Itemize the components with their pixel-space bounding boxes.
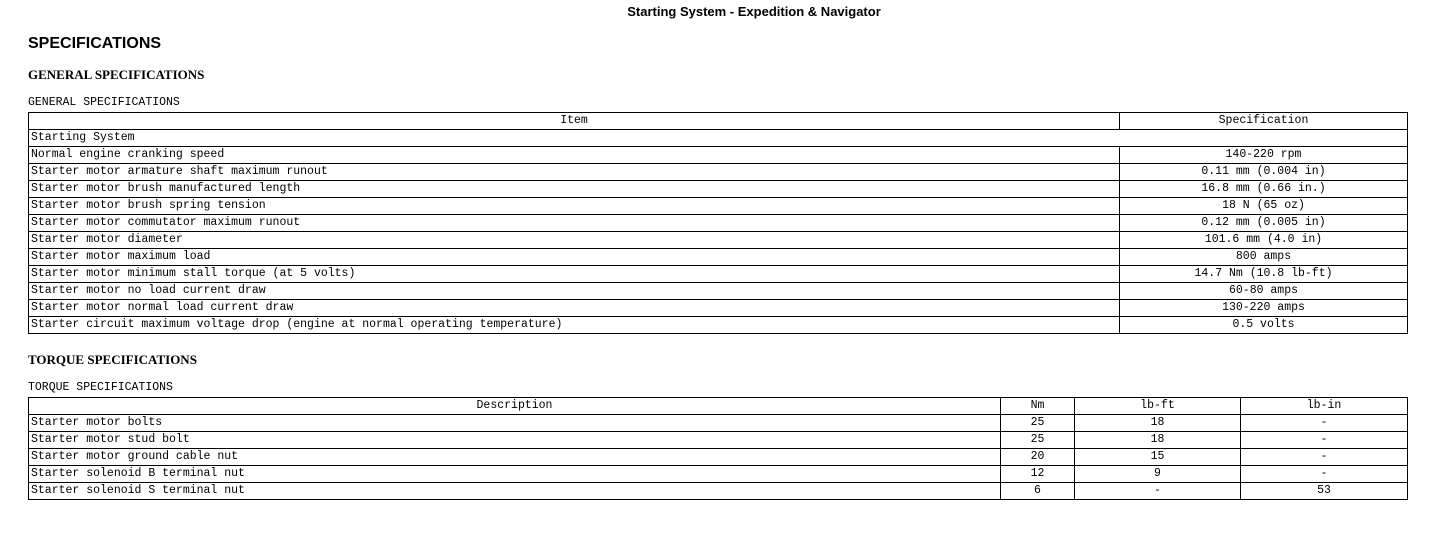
nm-cell: 20 <box>1001 449 1075 466</box>
table-row <box>29 266 1408 283</box>
item-cell: Starter motor armature shaft maximum runout <box>29 164 1120 181</box>
general-specifications-table <box>28 112 1408 334</box>
specification-cell: 130-220 amps <box>1120 300 1408 317</box>
table-row <box>29 232 1408 249</box>
nm-cell: 6 <box>1001 483 1075 500</box>
specification-cell: 101.6 mm (4.0 in) <box>1120 232 1408 249</box>
table-row <box>29 249 1408 266</box>
table-row <box>29 415 1408 432</box>
lb-in-cell: - <box>1241 449 1408 466</box>
lb-in-cell: 53 <box>1241 483 1408 500</box>
specification-cell: 16.8 mm (0.66 in.) <box>1120 181 1408 198</box>
item-cell: Starter circuit maximum voltage drop (engine at normal operating temperature) <box>29 317 1120 334</box>
table-row <box>29 181 1408 198</box>
specification-cell: 60-80 amps <box>1120 283 1408 300</box>
document-header: Starting System - Expedition & Navigator <box>627 4 881 19</box>
specification-cell: 0.11 mm (0.004 in) <box>1120 164 1408 181</box>
description-cell: Starter solenoid S terminal nut <box>29 483 1001 500</box>
torque-specifications-heading: TORQUE SPECIFICATIONS <box>28 352 197 367</box>
nm-cell: 25 <box>1001 415 1075 432</box>
table-group-row <box>29 130 1408 147</box>
specification-cell: 18 N (65 oz) <box>1120 198 1408 215</box>
specification-cell: 0.5 volts <box>1120 317 1408 334</box>
item-cell: Starter motor maximum load <box>29 249 1120 266</box>
specification-cell: 14.7 Nm (10.8 lb-ft) <box>1120 266 1408 283</box>
general-specifications-caption: GENERAL SPECIFICATIONS <box>28 96 180 109</box>
specification-cell: 800 amps <box>1120 249 1408 266</box>
table-row <box>29 317 1408 334</box>
table-row <box>29 283 1408 300</box>
table-row <box>29 300 1408 317</box>
column-header-nm: Nm <box>1001 398 1075 415</box>
lb-ft-cell: - <box>1075 483 1241 500</box>
specification-cell: 0.12 mm (0.005 in) <box>1120 215 1408 232</box>
lb-ft-cell: 9 <box>1075 466 1241 483</box>
item-cell: Normal engine cranking speed <box>29 147 1120 164</box>
item-cell: Starter motor brush manufactured length <box>29 181 1120 198</box>
lb-ft-cell: 18 <box>1075 415 1241 432</box>
nm-cell: 12 <box>1001 466 1075 483</box>
torque-specifications-table <box>28 397 1408 500</box>
description-cell: Starter motor stud bolt <box>29 432 1001 449</box>
nm-cell: 25 <box>1001 432 1075 449</box>
lb-in-cell: - <box>1241 432 1408 449</box>
item-cell: Starter motor no load current draw <box>29 283 1120 300</box>
table-row <box>29 164 1408 181</box>
column-header-specification: Specification <box>1120 113 1408 130</box>
table-row <box>29 147 1408 164</box>
item-cell: Starter motor minimum stall torque (at 5 volts) <box>29 266 1120 283</box>
group-label: Starting System <box>29 130 1408 147</box>
item-cell: Starter motor diameter <box>29 232 1120 249</box>
general-specifications-heading: GENERAL SPECIFICATIONS <box>28 67 205 82</box>
table-row <box>29 449 1408 466</box>
table-header-row <box>29 113 1408 130</box>
table-row <box>29 466 1408 483</box>
lb-in-cell: - <box>1241 415 1408 432</box>
description-cell: Starter solenoid B terminal nut <box>29 466 1001 483</box>
page-title: SPECIFICATIONS <box>28 35 162 52</box>
table-row <box>29 215 1408 232</box>
column-header-lb-in: lb-in <box>1241 398 1408 415</box>
lb-ft-cell: 18 <box>1075 432 1241 449</box>
table-row <box>29 198 1408 215</box>
column-header-item: Item <box>29 113 1120 130</box>
item-cell: Starter motor commutator maximum runout <box>29 215 1120 232</box>
lb-in-cell: - <box>1241 466 1408 483</box>
description-cell: Starter motor bolts <box>29 415 1001 432</box>
table-row <box>29 483 1408 500</box>
item-cell: Starter motor normal load current draw <box>29 300 1120 317</box>
torque-specifications-caption: TORQUE SPECIFICATIONS <box>28 381 173 394</box>
lb-ft-cell: 15 <box>1075 449 1241 466</box>
table-row <box>29 432 1408 449</box>
column-header-description: Description <box>29 398 1001 415</box>
description-cell: Starter motor ground cable nut <box>29 449 1001 466</box>
table-header-row <box>29 398 1408 415</box>
item-cell: Starter motor brush spring tension <box>29 198 1120 215</box>
column-header-lb-ft: lb-ft <box>1075 398 1241 415</box>
specification-cell: 140-220 rpm <box>1120 147 1408 164</box>
